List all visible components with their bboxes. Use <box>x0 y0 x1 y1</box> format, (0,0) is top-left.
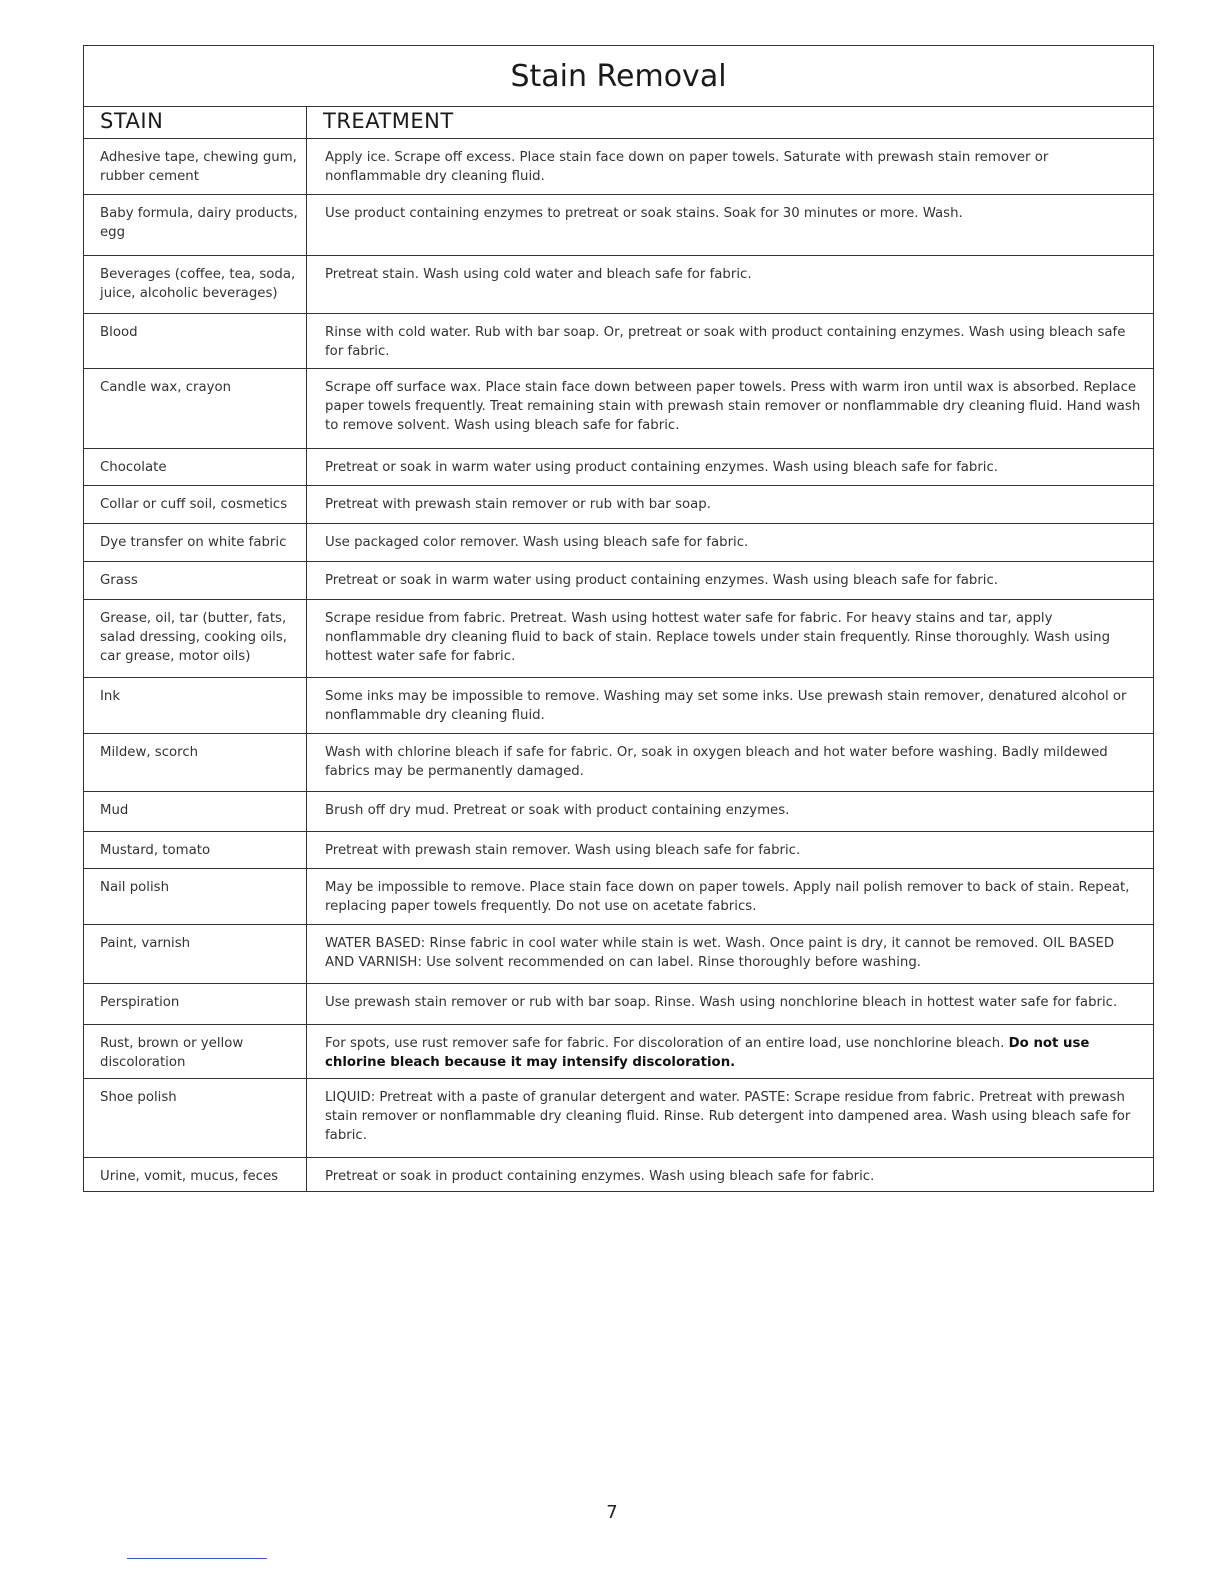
stain-name: Beverages (coffee, tea, soda, juice, alcoholic beverages) <box>84 256 307 314</box>
treatment-cell <box>307 369 1154 449</box>
table-row <box>84 369 1154 449</box>
stain-name: Perspiration <box>84 984 307 1025</box>
table-row <box>84 832 1154 869</box>
stain-name: Blood <box>84 314 307 369</box>
stain-name: Adhesive tape, chewing gum, rubber cement <box>84 139 307 195</box>
stain-name: Nail polish <box>84 869 307 925</box>
stain-name: Mustard, tomato <box>84 832 307 869</box>
treatment-warning: Do not use chlorine bleach because it may intensify discoloration. <box>325 1036 1090 1070</box>
table-row <box>84 1025 1154 1079</box>
stain-column-header: STAIN <box>84 107 307 139</box>
table-row <box>84 139 1154 195</box>
table-row <box>84 449 1154 486</box>
table-row <box>84 562 1154 600</box>
treatment-text: Use product containing enzymes to pretreat or soak stains. Soak for 30 minutes or more. Wash. <box>325 206 963 221</box>
stain-name: Candle wax, crayon <box>84 369 307 449</box>
treatment-cell <box>307 314 1154 369</box>
stain-rows <box>84 139 1154 1192</box>
stain-name: Urine, vomit, mucus, feces <box>84 1158 307 1192</box>
stain-name: Rust, brown or yellow discoloration <box>84 1025 307 1079</box>
stain-name: Paint, varnish <box>84 925 307 984</box>
treatment-text: Pretreat or soak in product containing enzymes. Wash using bleach safe for fabric. <box>325 1169 875 1184</box>
treatment-column-header: TREATMENT <box>307 107 1154 139</box>
treatment-text: LIQUID: Pretreat with a paste of granular detergent and water. PASTE: Scrape residue from fabric. Pretreat with prewash stain remover or nonflammable dry cleaning fluid. Rinse. Rub detergent into dampened area. Wash using bleach safe for fabric. <box>325 1090 1131 1143</box>
table-row <box>84 524 1154 562</box>
treatment-cell <box>307 524 1154 562</box>
treatment-cell <box>307 449 1154 486</box>
treatment-cell <box>307 678 1154 734</box>
stain-name: Shoe polish <box>84 1079 307 1158</box>
treatment-text: Scrape residue from fabric. Pretreat. Wash using hottest water safe for fabric. For heavy stains and tar, apply nonflammable dry cleaning fluid to back of stain. Replace towels under stain frequently. Rinse thoroughly. Wash using hottest water safe for fabric. <box>325 611 1111 664</box>
treatment-text: Some inks may be impossible to remove. Washing may set some inks. Use prewash stain remover, denatured alcohol or nonflammable dry cleaning fluid. <box>325 689 1127 723</box>
treatment-text: Scrape off surface wax. Place stain face down between paper towels. Press with warm iron until wax is absorbed. Replace paper towels frequently. Treat remaining stain with prewash stain remover or nonflammable dry cleaning fluid. Hand wash to remove solvent. Wash using bleach safe for fabric. <box>325 380 1141 433</box>
table-row <box>84 314 1154 369</box>
treatment-text: Use packaged color remover. Wash using bleach safe for fabric. <box>325 535 749 550</box>
footer-link-line <box>127 1558 267 1559</box>
treatment-text: Pretreat or soak in warm water using product containing enzymes. Wash using bleach safe for fabric. <box>325 460 999 475</box>
treatment-text: WATER BASED: Rinse fabric in cool water while stain is wet. Wash. Once paint is dry, it cannot be removed. OIL BASED AND VARNISH: Use solvent recommended on can label. Rinse thoroughly before washing. <box>325 936 1115 970</box>
treatment-text: May be impossible to remove. Place stain face down on paper towels. Apply nail polish remover to back of stain. Repeat, replacing paper towels frequently. Do not use on acetate fabrics. <box>325 880 1130 914</box>
treatment-text: Use prewash stain remover or rub with bar soap. Rinse. Wash using nonchlorine bleach in hottest water safe for fabric. <box>325 995 1118 1010</box>
table-row <box>84 925 1154 984</box>
treatment-cell <box>307 256 1154 314</box>
table-row <box>84 486 1154 524</box>
table-row <box>84 792 1154 832</box>
treatment-text: Pretreat with prewash stain remover. Wash using bleach safe for fabric. <box>325 843 801 858</box>
treatment-text: Pretreat with prewash stain remover or rub with bar soap. <box>325 497 711 512</box>
treatment-cell <box>307 832 1154 869</box>
treatment-cell <box>307 984 1154 1025</box>
treatment-cell <box>307 139 1154 195</box>
table-row <box>84 1079 1154 1158</box>
stain-name: Grease, oil, tar (butter, fats, salad dressing, cooking oils, car grease, motor oils) <box>84 600 307 678</box>
table-row <box>84 734 1154 792</box>
treatment-cell <box>307 734 1154 792</box>
table-row <box>84 256 1154 314</box>
treatment-text: Rinse with cold water. Rub with bar soap. Or, pretreat or soak with product containing enzymes. Wash using bleach safe for fabric. <box>325 325 1126 359</box>
treatment-text: Apply ice. Scrape off excess. Place stain face down on paper towels. Saturate with prewash stain remover or nonflammable dry cleaning fluid. <box>325 150 1049 184</box>
stain-name: Mud <box>84 792 307 832</box>
stain-name: Dye transfer on white fabric <box>84 524 307 562</box>
treatment-cell <box>307 869 1154 925</box>
treatment-cell <box>307 600 1154 678</box>
treatment-cell <box>307 1079 1154 1158</box>
stain-removal-table <box>83 45 1154 1192</box>
page-title: Stain Removal <box>84 46 1154 107</box>
stain-name: Baby formula, dairy products, egg <box>84 195 307 256</box>
table-row <box>84 600 1154 678</box>
table-row <box>84 984 1154 1025</box>
stain-name: Collar or cuff soil, cosmetics <box>84 486 307 524</box>
treatment-text: Brush off dry mud. Pretreat or soak with product containing enzymes. <box>325 803 790 818</box>
treatment-cell <box>307 562 1154 600</box>
treatment-text: Pretreat or soak in warm water using product containing enzymes. Wash using bleach safe for fabric. <box>325 573 999 588</box>
stain-name: Ink <box>84 678 307 734</box>
stain-name: Mildew, scorch <box>84 734 307 792</box>
stain-name: Grass <box>84 562 307 600</box>
table-row <box>84 1158 1154 1192</box>
treatment-text: For spots, use rust remover safe for fabric. For discoloration of an entire load, use nonchlorine bleach. <box>325 1036 1005 1051</box>
table-row <box>84 869 1154 925</box>
treatment-cell <box>307 486 1154 524</box>
table-row <box>84 678 1154 734</box>
table-row <box>84 195 1154 256</box>
page-number: 7 <box>606 1502 618 1523</box>
treatment-cell <box>307 195 1154 256</box>
treatment-cell <box>307 792 1154 832</box>
treatment-cell <box>307 925 1154 984</box>
treatment-cell <box>307 1158 1154 1192</box>
treatment-cell <box>307 1025 1154 1079</box>
stain-name: Chocolate <box>84 449 307 486</box>
treatment-text: Pretreat stain. Wash using cold water and bleach safe for fabric. <box>325 267 752 282</box>
treatment-text: Wash with chlorine bleach if safe for fabric. Or, soak in oxygen bleach and hot water before washing. Badly mildewed fabrics may be permanently damaged. <box>325 745 1108 779</box>
